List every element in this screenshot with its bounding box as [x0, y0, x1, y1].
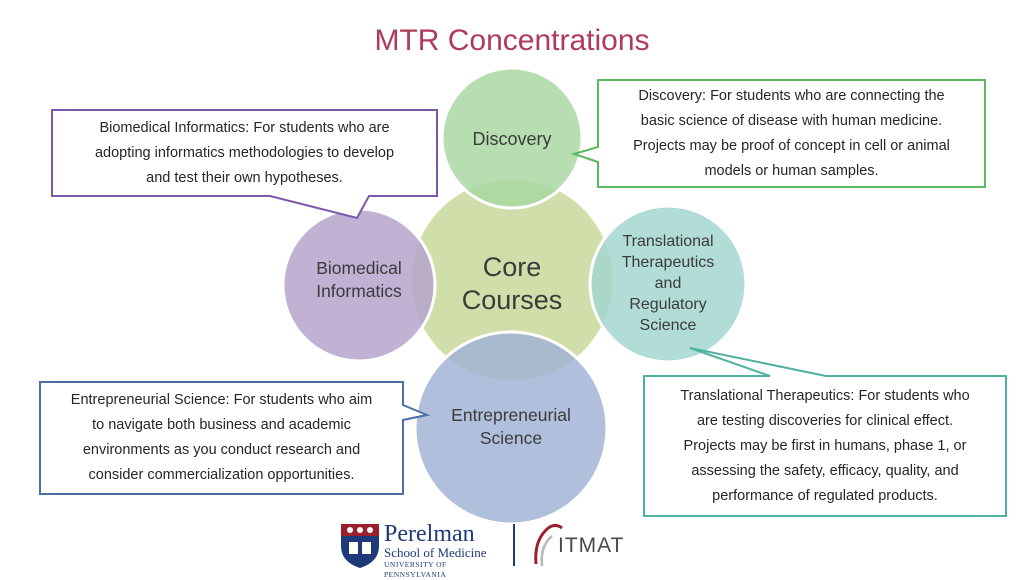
translational-callout-line1: Translational Therapeutics: For students who	[680, 387, 970, 404]
biomedical-callout-line2: adopting informatics methodologies to develop	[94, 144, 395, 161]
translational-callout-line4: assessing the safety, efficacy, quality, and	[691, 462, 959, 479]
biomedical-line2: Informatics	[316, 281, 402, 301]
translational-callout-line2: are testing discoveries for clinical effect.	[696, 412, 953, 429]
itmat-logo	[558, 534, 628, 560]
shield-icon	[341, 524, 379, 568]
biomedical-line1: Biomedical	[316, 258, 402, 278]
page-title: MTR Concentrations	[374, 24, 650, 57]
translational-callout	[646, 378, 1004, 514]
entrepreneurial-callout	[42, 384, 401, 492]
translational-line1: Translational	[622, 232, 714, 250]
discovery-callout	[600, 82, 983, 185]
translational-line3: and	[654, 274, 682, 292]
university-text: UNIVERSITY OF PENNSYLVANIA	[384, 560, 447, 579]
discovery-callout-line4: models or human samples.	[704, 162, 879, 179]
translational-label	[602, 228, 734, 338]
entrepreneurial-callout-line1: Entrepreneurial Science: For students who aim	[70, 392, 373, 408]
itmat-wordmark: ITMAT	[558, 534, 625, 557]
entrepreneurial-science-label	[431, 402, 591, 452]
biomedical-callout-line1: Biomedical Informatics: For students who are	[99, 119, 390, 136]
entrepreneurial-callout-line3: environments as you conduct research and	[82, 442, 361, 458]
translational-callout-line3: Projects may be first in humans, phase 1, or	[683, 437, 967, 454]
biomedical-callout	[54, 112, 435, 194]
discovery-callout-line2: basic science of disease with human medicine.	[640, 112, 943, 129]
translational-line5: Science	[639, 316, 697, 334]
entrepreneurial-line2: Science	[479, 428, 543, 448]
perelman-logo	[384, 521, 509, 579]
discovery-label	[452, 124, 572, 154]
entrepreneurial-callout-line2: to navigate both business and academic	[92, 417, 351, 433]
core-courses-line2: Courses	[461, 285, 563, 315]
entrepreneurial-line1: Entrepreneurial	[451, 405, 571, 425]
entrepreneurial-callout-line4: consider commercialization opportunities.	[88, 467, 355, 483]
translational-line2: Therapeutics	[621, 253, 715, 271]
core-courses-line1: Core	[482, 252, 542, 282]
perelman-wordmark: Perelman	[384, 521, 475, 547]
core-courses-label	[432, 248, 592, 320]
biomedical-callout-line3: and test their own hypotheses.	[146, 169, 343, 186]
discovery-label-text: Discovery	[472, 128, 552, 149]
biomedical-informatics-label	[294, 255, 424, 305]
discovery-callout-line3: Projects may be proof of concept in cell or animal	[633, 137, 950, 154]
school-of-medicine-text: School of Medicine	[384, 545, 487, 560]
discovery-callout-line1: Discovery: For students who are connecting the	[638, 87, 945, 104]
translational-line4: Regulatory	[629, 295, 707, 313]
translational-callout-line5: performance of regulated products.	[712, 487, 938, 504]
